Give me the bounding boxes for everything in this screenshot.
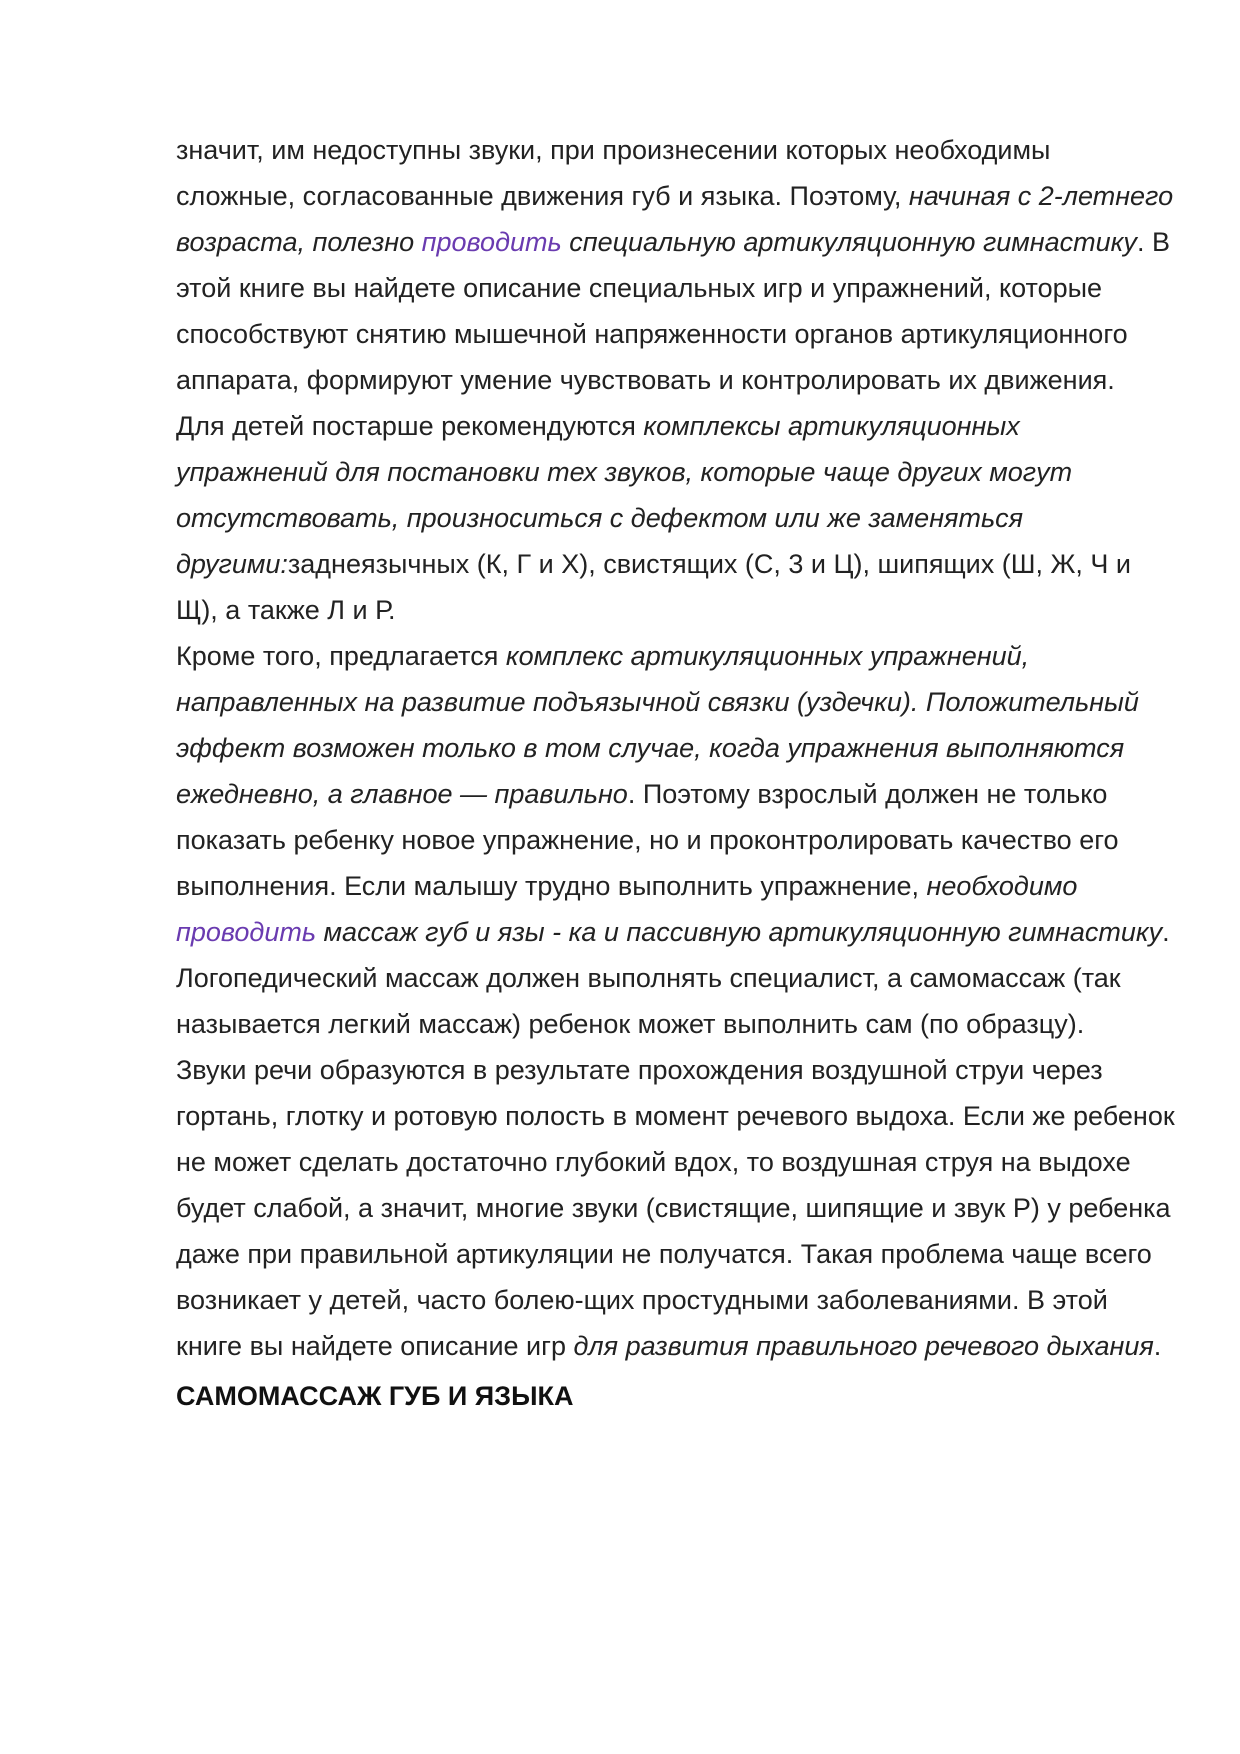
paragraph bbox=[176, 403, 1176, 633]
text-segment: . В этой книге вы найдете описание специальных игр и упражнений, которые способствуют снятию мышечной напряженности органов артикуляционного аппарата, формируют умение чувствовать и контролировать их движения. bbox=[176, 227, 1170, 395]
text-segment: Для детей постарше рекомендуются bbox=[176, 411, 644, 441]
text-segment: специальную артикуляционную гимнастику bbox=[561, 227, 1137, 257]
document-body bbox=[176, 127, 1176, 1419]
paragraph bbox=[176, 1047, 1176, 1369]
text-segment: массаж губ и язы - ка и пассивную артикуляционную гимнастику bbox=[316, 917, 1163, 947]
text-segment: для развития правильного речевого дыхания bbox=[573, 1331, 1154, 1361]
paragraph-list bbox=[176, 127, 1176, 1369]
text-segment: комплекс артикуляционных упражнений, направленных на развитие подъязычной связки (уздечки). Положительный эффект возможен только в том случае, когда упражнения выполняются ежедневно, а главное — правильно bbox=[176, 641, 1139, 809]
text-segment: . bbox=[1153, 1331, 1162, 1361]
paragraph bbox=[176, 127, 1176, 403]
text-segment: начиная с 2-летнего возраста, полезно bbox=[176, 181, 1174, 257]
text-segment: Звуки речи образуются в результате прохождения воздушной струи через гортань, глотку и ротовую полость в момент речевого выдоха. Если же ребенок не может сделать достаточно глубокий вдох, то воздушная струя на выдохе будет слабой, а значит, многие звуки (свистящие, шипящие и звук Р) у ребенка даже при правильной артикуляции не получатся. Такая проблема чаще всего возникает у детей, часто болею-щих простудными заболеваниями. В этой книге вы найдете описание игр bbox=[176, 1055, 1175, 1361]
text-segment: заднеязычных (К, Г и X), свистящих (С, 3 и Ц), шипящих (Ш, Ж, Ч и Щ), а также Л и Р. bbox=[176, 549, 1132, 625]
text-segment: . Поэтому взрослый должен не только показать ребенку новое упражнение, но и проконтролировать качество его выполнения. Если малышу трудно выполнить упражнение, bbox=[176, 779, 1119, 901]
text-segment: необходимо bbox=[926, 871, 1078, 901]
text-segment: комплексы артикуляционных упражнений для постановки тех звуков, которые чаще других могут отсутствовать, произноситься с дефектом или же заменяться другими: bbox=[176, 411, 1073, 579]
text-segment: . Логопедический массаж должен выполнять специалист, а самомассаж (так называется легкий массаж) ребенок может выполнить сам (по образцу). bbox=[176, 917, 1170, 1039]
section-heading: САМОМАССАЖ ГУБ И ЯЗЫКА bbox=[176, 1381, 574, 1411]
inline-link[interactable]: проводить bbox=[421, 227, 562, 257]
paragraph bbox=[176, 633, 1176, 1047]
inline-link[interactable]: проводить bbox=[176, 917, 317, 947]
text-segment: значит, им недоступны звуки, при произнесении которых необходимы сложные, согласованные движения губ и языка. Поэтому, bbox=[176, 135, 1051, 211]
text-segment: Кроме того, предлагается bbox=[176, 641, 506, 671]
